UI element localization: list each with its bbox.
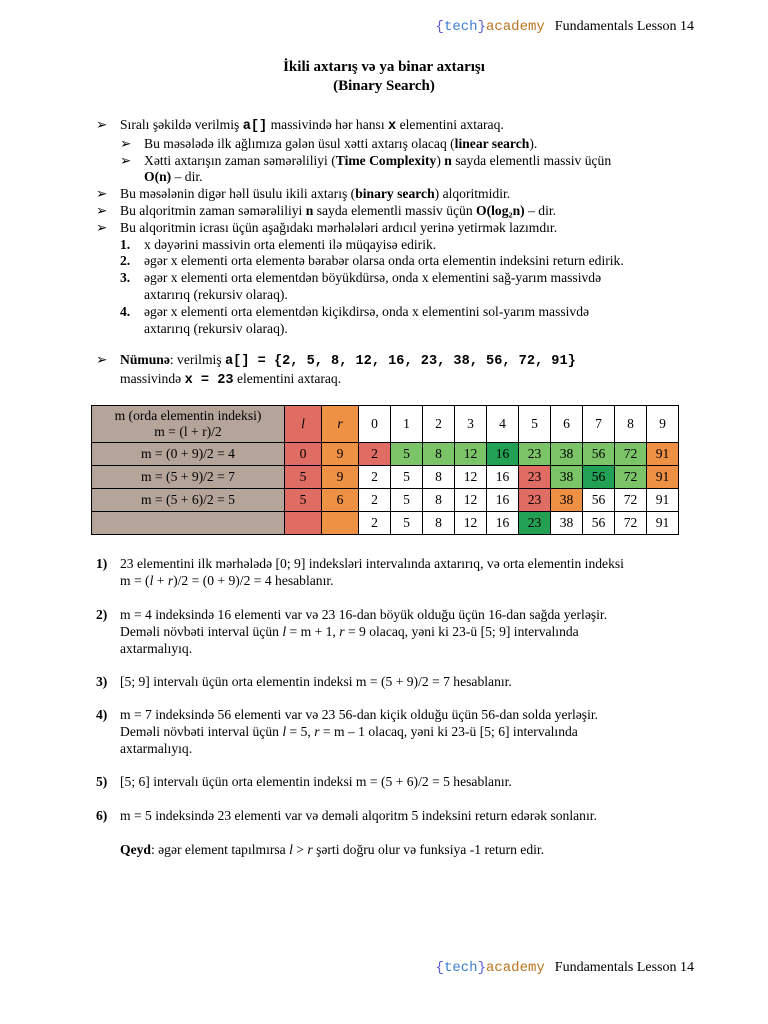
row-label: m = (0 + 9)/2 = 4 <box>92 443 285 466</box>
array-cell: 72 <box>615 466 647 489</box>
arrow-bullet-icon: ➢ <box>120 152 132 168</box>
page-title <box>0 58 768 96</box>
index-cell: 4 <box>487 406 519 443</box>
bullet-item: ➢ Bu alqoritmin zaman səmərəliliyi n sayda elementli massiv üçün O(log₂n) – dir. <box>96 202 557 218</box>
array-cell: 2 <box>359 443 391 466</box>
array-cell: 91 <box>647 512 679 535</box>
arrow-bullet-icon: ➢ <box>96 352 108 367</box>
arrow-bullet-icon: ➢ <box>96 202 108 218</box>
explanation-step: 6) m = 5 indeksində 23 elementi var və deməli alqoritm 5 indeksini return edərək sonlanır. <box>96 808 597 823</box>
page-header <box>436 19 694 35</box>
table-row <box>92 489 679 512</box>
array-cell: 12 <box>455 512 487 535</box>
r-value: 9 <box>322 443 359 466</box>
arrow-bullet-icon: ➢ <box>96 117 108 132</box>
index-cell: 0 <box>359 406 391 443</box>
row-label: m = (5 + 9)/2 = 7 <box>92 466 285 489</box>
array-cell: 56 <box>583 512 615 535</box>
explanation-step: 2) m = 4 indeksində 16 elementi var və 23 16-dan böyük olduğu üçün 16-dan sağda yerləşir. Deməli növbəti interval üçün l = m + 1, r = 9 olacaq, yəni ki 23-ü [5; 9] intervalında axtarmalıyıq. <box>96 607 608 656</box>
bullet-item: ➢ Bu məsələnin digər həll üsulu ikili axtarış (binary search) alqoritmidir. <box>96 186 511 202</box>
array-cell: 8 <box>423 443 455 466</box>
array-cell: 23 <box>519 443 551 466</box>
array-cell: 16 <box>487 512 519 535</box>
array-cell: 72 <box>615 443 647 466</box>
array-cell: 38 <box>551 512 583 535</box>
array-cell: 16 <box>487 443 519 466</box>
array-cell: 5 <box>391 489 423 512</box>
index-cell: 2 <box>423 406 455 443</box>
l-header: l <box>285 406 322 443</box>
array-cell: 23 <box>519 466 551 489</box>
table-row <box>92 466 679 489</box>
array-cell: 38 <box>551 489 583 512</box>
arrow-bullet-icon: ➢ <box>120 135 132 151</box>
array-cell: 8 <box>423 512 455 535</box>
index-cell: 7 <box>583 406 615 443</box>
array-cell: 8 <box>423 489 455 512</box>
row-label <box>92 512 285 535</box>
r-value: 9 <box>322 466 359 489</box>
array-cell: 5 <box>391 466 423 489</box>
array-cell: 72 <box>615 489 647 512</box>
arrow-bullet-icon: ➢ <box>96 219 108 235</box>
array-cell: 72 <box>615 512 647 535</box>
example-block <box>96 352 696 390</box>
index-cell: 9 <box>647 406 679 443</box>
explanation-step: 5) [5; 6] intervalı üçün orta elementin indeksi m = (5 + 6)/2 = 5 hesablanır. <box>96 774 512 789</box>
sub-bullet-item: ➢ Bu məsələdə ilk ağlımıza gələn üsul xətti axtarış olacaq (linear search). <box>120 135 538 151</box>
array-cell: 2 <box>359 512 391 535</box>
array-cell: 16 <box>487 466 519 489</box>
brand-tech: tech <box>443 960 478 976</box>
numbered-step: 3. əgər x elementi orta elementdən böyükdürsə, onda x elementini sağ-yarım massivdə axtarırıq (rekursiv olaraq). <box>120 270 602 302</box>
index-cell: 5 <box>519 406 551 443</box>
array-cell: 12 <box>455 489 487 512</box>
brand-brace-close: } <box>477 19 486 35</box>
title-line-1: İkili axtarış və ya binar axtarışı <box>283 59 485 75</box>
array-cell: 23 <box>519 489 551 512</box>
arrow-bullet-icon: ➢ <box>96 186 108 202</box>
intro-bullets <box>96 117 696 337</box>
array-cell: 56 <box>583 489 615 512</box>
l-value: 5 <box>285 489 322 512</box>
l-value <box>285 512 322 535</box>
r-value: 6 <box>322 489 359 512</box>
r-header: r <box>322 406 359 443</box>
array-cell: 38 <box>551 443 583 466</box>
array-cell: 23 <box>519 512 551 535</box>
array-cell: 2 <box>359 489 391 512</box>
binary-search-table <box>91 405 679 535</box>
numbered-step: 1. x dəyərini massivin orta elementi ilə müqayisə edirik. <box>120 236 437 252</box>
array-cell: 91 <box>647 443 679 466</box>
page-footer <box>436 960 694 976</box>
l-value: 0 <box>285 443 322 466</box>
numbered-step: 2. əgər x elementi orta elementə bərabər olarsa onda orta elementin indeksini return edirik. <box>120 253 624 269</box>
array-cell: 12 <box>455 466 487 489</box>
r-value <box>322 512 359 535</box>
mid-index-header: m (orda elementin indeksi) m = (l + r)/2 <box>92 406 285 443</box>
brand-brace-open: { <box>435 19 444 35</box>
brand-tech: tech <box>443 19 478 35</box>
sub-bullet-item: ➢ Xətti axtarışın zaman səmərəliliyi (Time Complexity) n sayda elementli massiv üçün O(n) – dir. <box>120 152 612 185</box>
array-cell: 5 <box>391 512 423 535</box>
bullet-item: ➢ Sıralı şəkildə verilmiş a[] massivində hər hansı x elementini axtaraq. <box>96 117 504 134</box>
note: Qeyd: əgər element tapılmırsa l > r şərti doğru olur və funksiya -1 return edir. <box>120 842 545 857</box>
table-header-row <box>92 406 679 443</box>
array-cell: 56 <box>583 466 615 489</box>
explanation-step: 1) 23 elementini ilk mərhələdə [0; 9] indeksləri intervalında axtarırıq, və orta elementin indeksi m = (l + r)/2 = (0 + 9)/2 = 4 hesablanır. <box>96 556 624 588</box>
title-line-2: (Binary Search) <box>333 78 435 94</box>
array-cell: 5 <box>391 443 423 466</box>
bullet-item: ➢ Bu alqoritmin icrası üçün aşağıdakı mərhələləri ardıcıl yerinə yetirmək lazımdır. <box>96 219 558 235</box>
index-cell: 3 <box>455 406 487 443</box>
numbered-step: 4. əgər x elementi orta elementdən kiçikdirsə, onda x elementini sol-yarım massivdə axtarırıq (rekursiv olaraq). <box>120 303 590 336</box>
l-value: 5 <box>285 466 322 489</box>
lesson-label: Fundamentals Lesson 14 <box>554 19 694 34</box>
example-item: ➢ Nümunə: verilmiş a[] = {2, 5, 8, 12, 16, 23, 38, 56, 72, 91} massivində x = 23 elementini axtaraq. <box>96 352 576 388</box>
brand-academy: academy <box>485 960 545 976</box>
array-cell: 16 <box>487 489 519 512</box>
explanation-step: 3) [5; 9] intervalı üçün orta elementin indeksi m = (5 + 9)/2 = 7 hesablanır. <box>96 674 512 689</box>
table-row <box>92 512 679 535</box>
table-row <box>92 443 679 466</box>
array-cell: 56 <box>583 443 615 466</box>
index-cell: 1 <box>391 406 423 443</box>
array-cell: 91 <box>647 466 679 489</box>
index-cell: 6 <box>551 406 583 443</box>
array-cell: 8 <box>423 466 455 489</box>
array-cell: 2 <box>359 466 391 489</box>
index-cell: 8 <box>615 406 647 443</box>
brand-brace-open: { <box>435 960 444 976</box>
array-cell: 38 <box>551 466 583 489</box>
lesson-label: Fundamentals Lesson 14 <box>554 960 694 975</box>
array-cell: 91 <box>647 489 679 512</box>
explanation-step: 4) m = 7 indeksində 56 elementi var və 23 56-dan kiçik olduğu üçün 56-dan solda yerləşir. Deməli növbəti interval üçün l = 5, r = m – 1 olacaq, yəni ki 23-ü [5; 6] intervalında axtarmalıyıq. <box>96 707 599 756</box>
brand-academy: academy <box>485 19 545 35</box>
row-label: m = (5 + 6)/2 = 5 <box>92 489 285 512</box>
array-cell: 12 <box>455 443 487 466</box>
brand-brace-close: } <box>477 960 486 976</box>
